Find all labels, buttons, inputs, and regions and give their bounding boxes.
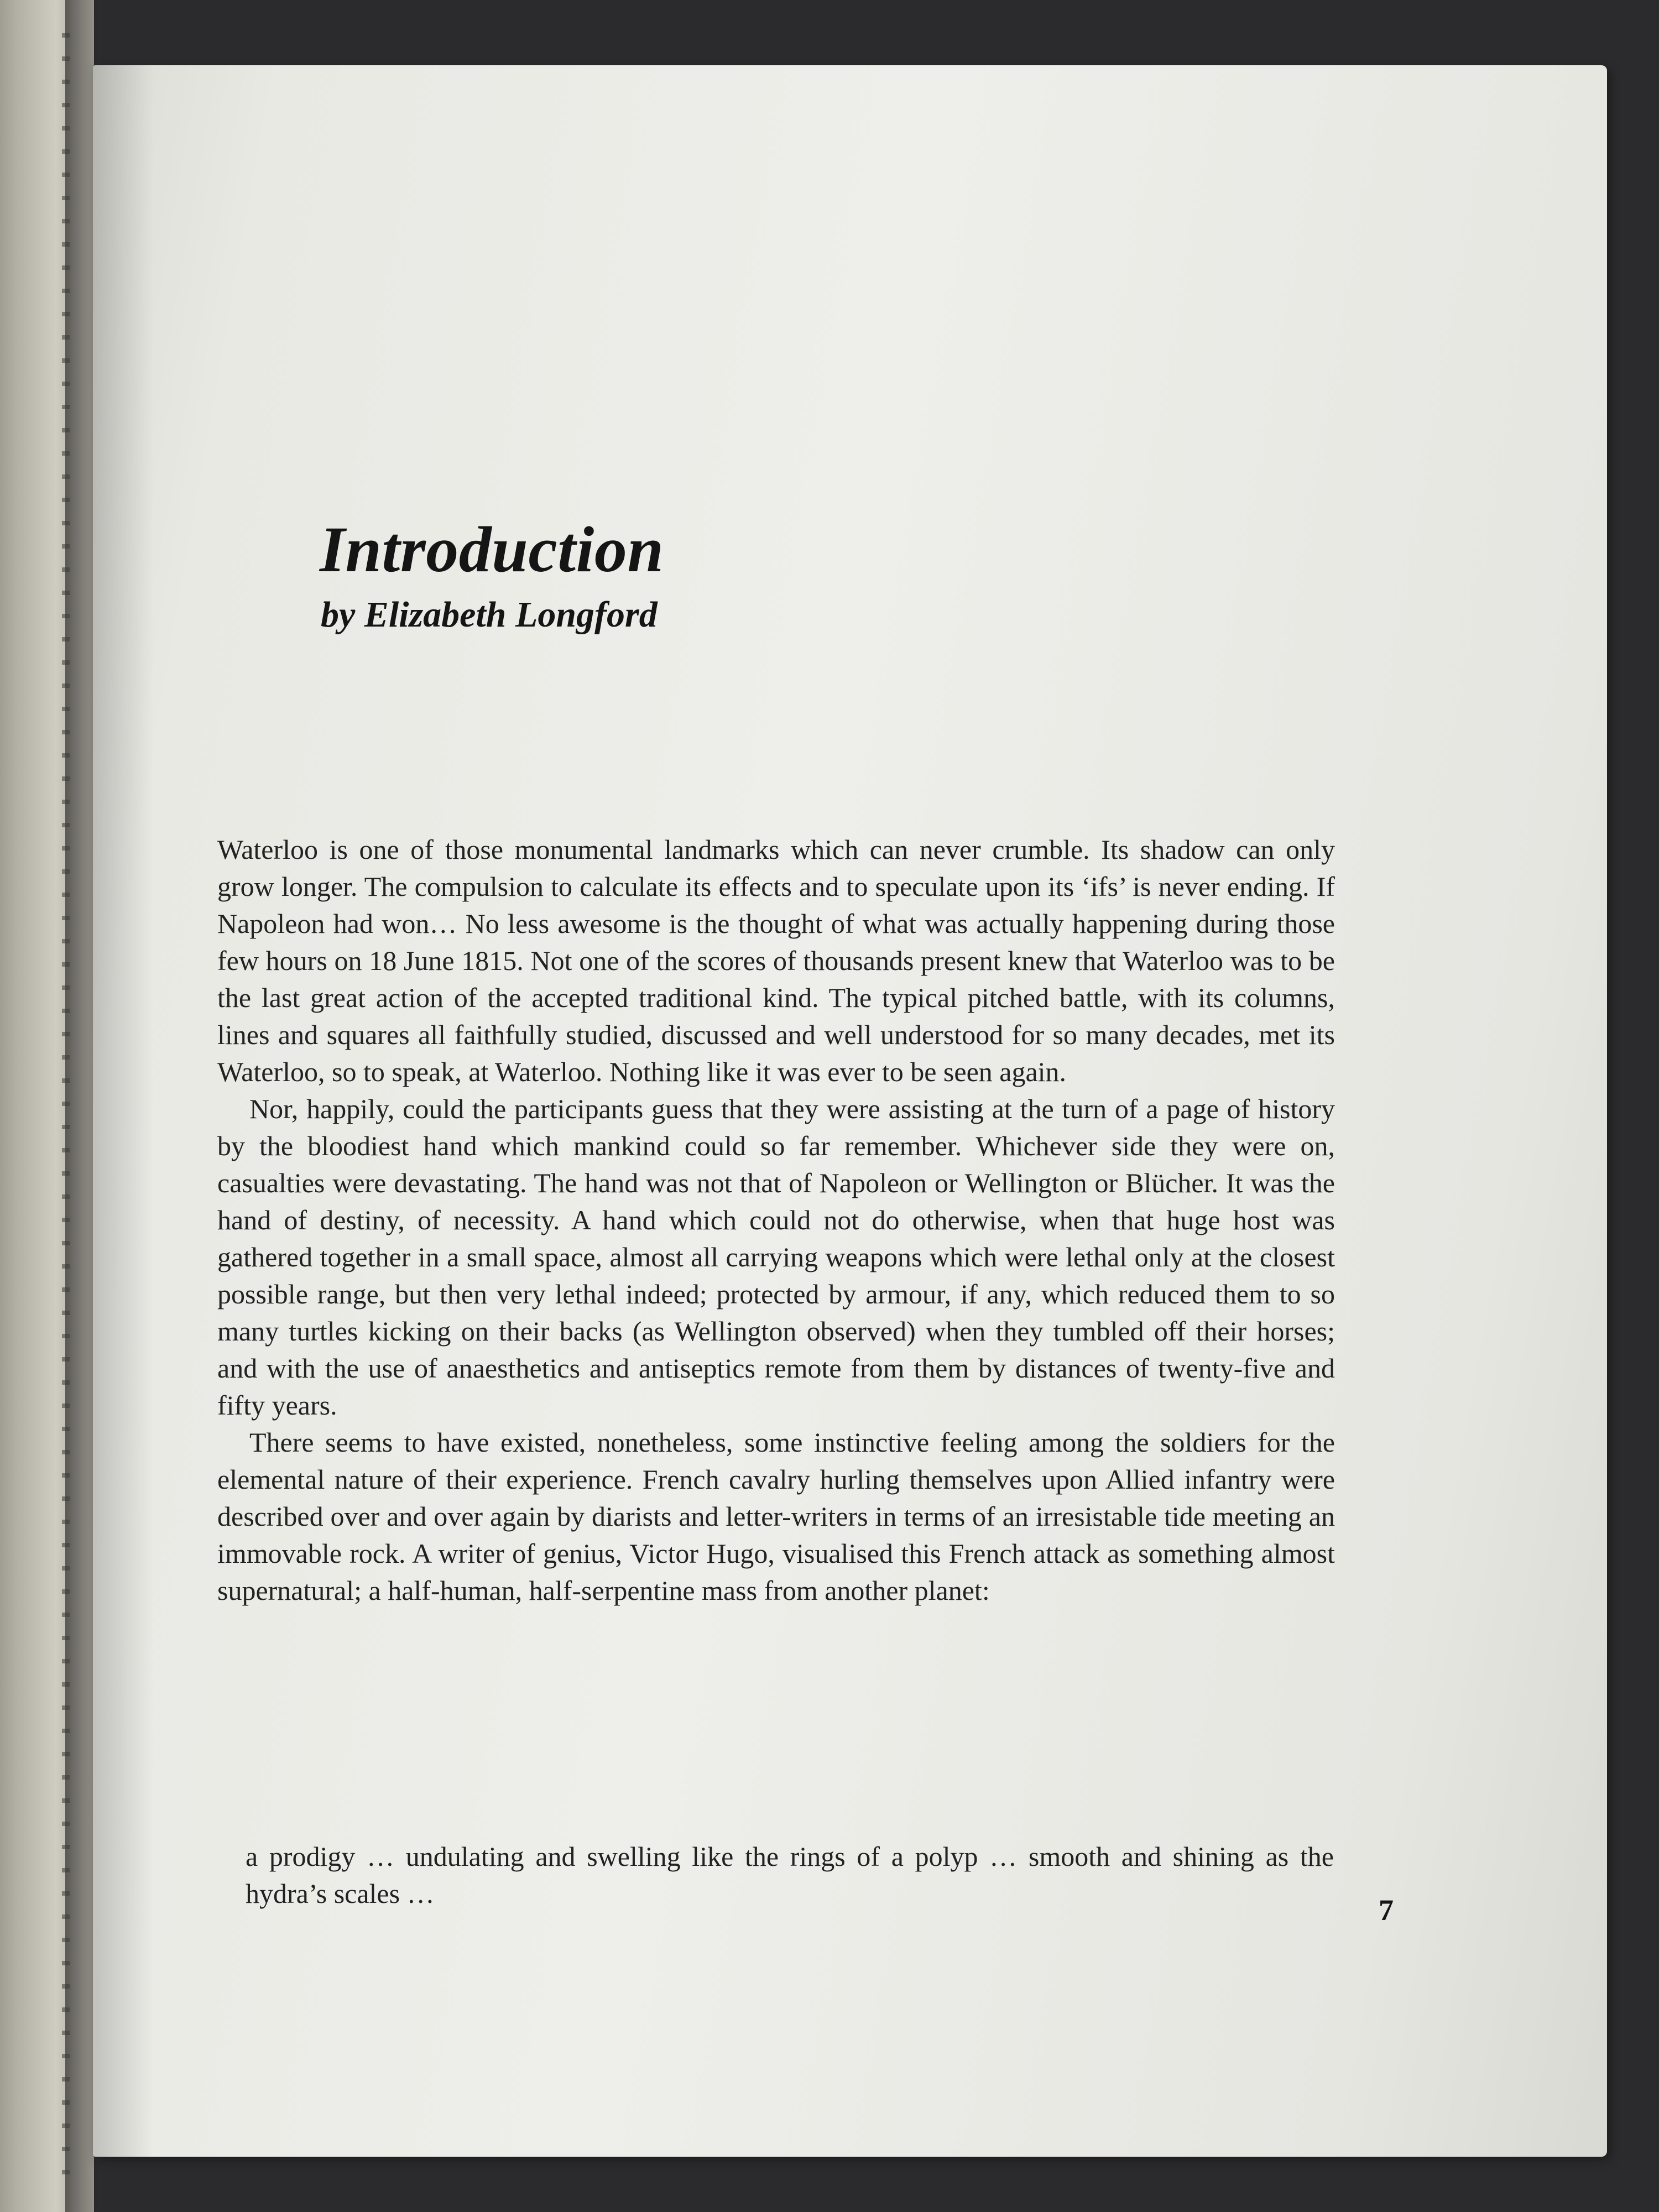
page-curve-shadow bbox=[93, 65, 154, 2157]
author-byline: by Elizabeth Longford bbox=[321, 594, 658, 635]
chapter-title: Introduction bbox=[320, 513, 664, 586]
hugo-quote: a prodigy … undulating and swelling like the rings of a polyp … smooth and shining as the hydra’s scales … bbox=[246, 1841, 1334, 1909]
book-page bbox=[93, 65, 1607, 2157]
binding-stitching bbox=[62, 33, 70, 2179]
body-text bbox=[217, 831, 1335, 1609]
paragraph-2: Nor, happily, could the participants guess that they were assisting at the turn of a page of history by the bloodiest hand which mankind could so far remember. Whichever side they were on, casualties were devastating. The hand was not that of Napoleon or Wellington or Blücher. It was the hand of destiny, of necessity. A hand which could not do otherwise, when that huge host was gathered together in a small space, almost all carrying weapons which were lethal only at the closest possible range, but then very lethal indeed; protected by armour, if any, which reduced them to so many turtles kicking on their backs (as Wellington observed) when they tumbled off their horses; and with the use of anaesthetics and antiseptics remote from them by distances of twenty-five and fifty years. bbox=[217, 1093, 1335, 1421]
paragraph-3: There seems to have existed, nonetheless, some instinctive feeling among the soldiers for the elemental nature of their experience. French cavalry hurling themselves upon Allied infantry were described over and over again by diarists and letter-writers in terms of an irresistable tide meeting an immovable rock. A writer of genius, Victor Hugo, visualised this French attack as something almost supernatural; a half-human, half-serpentine mass from another planet: bbox=[217, 1427, 1335, 1606]
page-number: 7 bbox=[1379, 1893, 1394, 1927]
paragraph-1: Waterloo is one of those monumental landmarks which can never crumble. Its shadow can only grow longer. The compulsion to calculate its effects and to speculate upon its ‘ifs’ is never ending. If Napoleon had won… No less awesome is the thought of what was actually happening during those few hours on 18 June 1815. Not one of the scores of thousands present knew that Waterloo was to be the last great action of the accepted traditional kind. The typical pitched battle, with its columns, lines and squares all faithfully studied, discussed and well understood for so many decades, met its Waterloo, so to speak, at Waterloo. Nothing like it was ever to be seen again. bbox=[217, 834, 1335, 1087]
